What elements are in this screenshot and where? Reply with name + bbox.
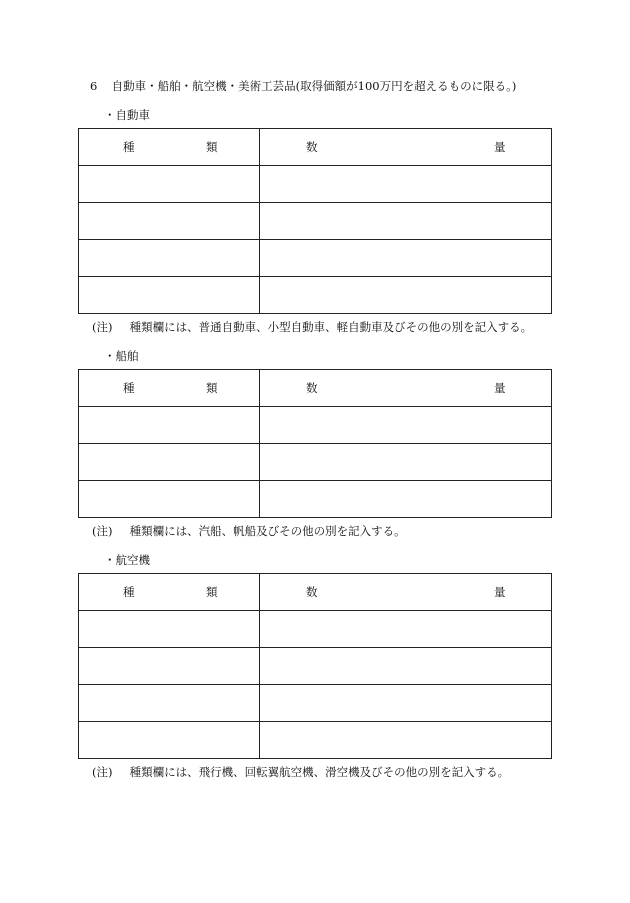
section-heading xyxy=(90,79,516,93)
table-row xyxy=(79,407,552,444)
subsection-title-automobile: ・自動車 xyxy=(104,108,150,122)
note-text: 種類欄には、普通自動車、小型自動車、軽自動車及びその他の別を記入する。 xyxy=(129,320,533,334)
note-tag: (注) xyxy=(92,320,113,334)
table-row xyxy=(79,481,552,518)
kind-header-char-1: 種 xyxy=(123,381,135,395)
quantity-header-char-2: 量 xyxy=(494,585,506,599)
kind-cell[interactable] xyxy=(79,611,260,648)
quantity-cell[interactable] xyxy=(260,648,552,685)
kind-cell[interactable] xyxy=(79,240,260,277)
table-row xyxy=(79,685,552,722)
table-row xyxy=(79,166,552,203)
quantity-cell[interactable] xyxy=(260,407,552,444)
kind-cell[interactable] xyxy=(79,481,260,518)
table-row xyxy=(79,240,552,277)
table-header-row xyxy=(79,129,552,166)
kind-cell[interactable] xyxy=(79,277,260,314)
quantity-cell[interactable] xyxy=(260,685,552,722)
table-header-row xyxy=(79,370,552,407)
quantity-header-cell xyxy=(260,574,552,611)
table-row xyxy=(79,722,552,759)
ship-table xyxy=(78,369,552,518)
quantity-header-cell xyxy=(260,129,552,166)
table-header-row xyxy=(79,574,552,611)
table-row xyxy=(79,444,552,481)
note-tag: (注) xyxy=(92,765,113,779)
quantity-cell[interactable] xyxy=(260,166,552,203)
table-row xyxy=(79,203,552,240)
automobile-note xyxy=(92,320,532,334)
section-number: 6 xyxy=(90,79,98,93)
kind-cell[interactable] xyxy=(79,203,260,240)
quantity-cell[interactable] xyxy=(260,203,552,240)
kind-header-char-2: 類 xyxy=(206,585,218,599)
quantity-header-char-1: 数 xyxy=(306,381,318,395)
kind-header-char-2: 類 xyxy=(206,381,218,395)
kind-header-char-1: 種 xyxy=(123,585,135,599)
ship-note xyxy=(92,524,406,538)
quantity-cell[interactable] xyxy=(260,722,552,759)
automobile-table xyxy=(78,128,552,314)
quantity-header-char-2: 量 xyxy=(494,381,506,395)
kind-cell[interactable] xyxy=(79,648,260,685)
quantity-cell[interactable] xyxy=(260,444,552,481)
kind-cell[interactable] xyxy=(79,444,260,481)
quantity-header-cell xyxy=(260,370,552,407)
kind-header-cell xyxy=(79,574,260,611)
kind-cell[interactable] xyxy=(79,407,260,444)
quantity-header-char-1: 数 xyxy=(306,585,318,599)
aircraft-table xyxy=(78,573,552,759)
aircraft-note xyxy=(92,765,509,779)
quantity-cell[interactable] xyxy=(260,277,552,314)
table-row xyxy=(79,648,552,685)
subsection-title-aircraft: ・航空機 xyxy=(104,553,150,567)
kind-cell[interactable] xyxy=(79,166,260,203)
kind-cell[interactable] xyxy=(79,722,260,759)
note-text: 種類欄には、飛行機、回転翼航空機、滑空機及びその他の別を記入する。 xyxy=(129,765,510,779)
table-row xyxy=(79,277,552,314)
subsection-title-ship: ・船舶 xyxy=(104,349,139,363)
quantity-cell[interactable] xyxy=(260,240,552,277)
quantity-cell[interactable] xyxy=(260,611,552,648)
kind-header-char-1: 種 xyxy=(123,140,135,154)
kind-header-cell xyxy=(79,129,260,166)
section-heading-text: 自動車・船舶・航空機・美術工芸品(取得価額が100万円を超えるものに限る。) xyxy=(111,79,517,93)
quantity-cell[interactable] xyxy=(260,481,552,518)
quantity-header-char-2: 量 xyxy=(494,140,506,154)
kind-cell[interactable] xyxy=(79,685,260,722)
note-text: 種類欄には、汽船、帆船及びその他の別を記入する。 xyxy=(129,524,406,538)
kind-header-cell xyxy=(79,370,260,407)
table-row xyxy=(79,611,552,648)
quantity-header-char-1: 数 xyxy=(306,140,318,154)
kind-header-char-2: 類 xyxy=(206,140,218,154)
note-tag: (注) xyxy=(92,524,113,538)
